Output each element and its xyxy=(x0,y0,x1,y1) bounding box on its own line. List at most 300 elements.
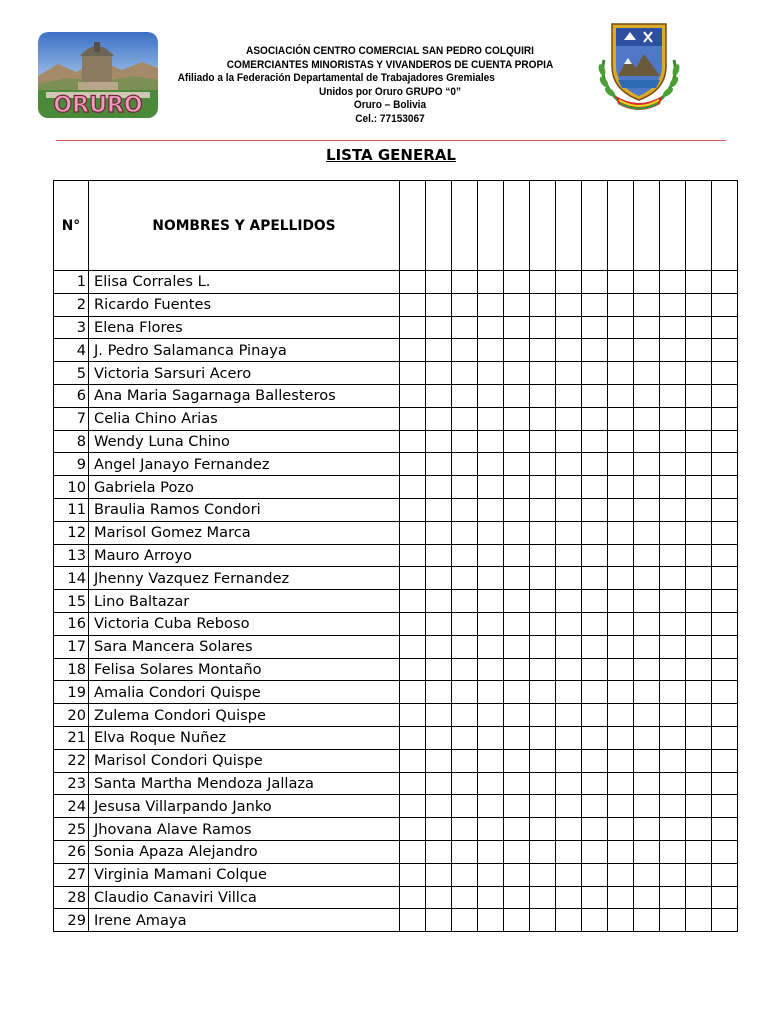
mark-cell xyxy=(608,726,634,749)
mark-cell xyxy=(686,498,712,521)
mark-cell xyxy=(400,339,426,362)
mark-cell xyxy=(634,635,660,658)
mark-cell xyxy=(504,749,530,772)
row-number: 24 xyxy=(54,795,89,818)
mark-cell xyxy=(660,476,686,499)
mark-cell xyxy=(426,498,452,521)
member-name: Jhenny Vazquez Fernandez xyxy=(89,567,400,590)
member-name: Ricardo Fuentes xyxy=(89,293,400,316)
table-row xyxy=(54,886,738,909)
mark-cell xyxy=(634,795,660,818)
row-number: 22 xyxy=(54,749,89,772)
mark-cell xyxy=(530,453,556,476)
mark-cell xyxy=(478,384,504,407)
table-row xyxy=(54,635,738,658)
mark-cell xyxy=(478,407,504,430)
table-row xyxy=(54,271,738,294)
row-number: 23 xyxy=(54,772,89,795)
mark-cell xyxy=(452,795,478,818)
mark-cell xyxy=(686,612,712,635)
mark-cell xyxy=(400,818,426,841)
member-name: Zulema Condori Quispe xyxy=(89,704,400,727)
mark-cell xyxy=(634,658,660,681)
oruro-logo xyxy=(38,32,158,118)
mark-cell xyxy=(582,590,608,613)
mark-cell xyxy=(686,840,712,863)
table-row xyxy=(54,498,738,521)
mark-cell xyxy=(426,407,452,430)
mark-cell xyxy=(712,909,738,932)
table-body xyxy=(54,271,738,932)
mark-cell xyxy=(478,886,504,909)
mark-cell xyxy=(686,886,712,909)
mark-cell xyxy=(634,726,660,749)
mark-cell xyxy=(478,795,504,818)
mark-cell xyxy=(556,818,582,841)
mark-cell xyxy=(634,612,660,635)
row-number: 6 xyxy=(54,384,89,407)
mark-cell xyxy=(660,316,686,339)
mark-cell xyxy=(582,886,608,909)
member-name: Irene Amaya xyxy=(89,909,400,932)
mark-cell xyxy=(712,339,738,362)
mark-cell xyxy=(712,544,738,567)
mark-cell xyxy=(530,635,556,658)
mark-cell xyxy=(478,271,504,294)
mark-cell xyxy=(608,407,634,430)
mark-cell xyxy=(400,612,426,635)
mark-cell xyxy=(504,544,530,567)
mark-cell xyxy=(478,293,504,316)
mark-cell xyxy=(530,749,556,772)
mark-cell xyxy=(530,863,556,886)
mark-cell xyxy=(452,886,478,909)
mark-cell xyxy=(712,840,738,863)
mark-cell xyxy=(712,772,738,795)
mark-cell xyxy=(608,544,634,567)
mark-cell xyxy=(608,795,634,818)
mark-cell xyxy=(452,498,478,521)
mark-cell xyxy=(634,567,660,590)
mark-cell xyxy=(504,384,530,407)
mark-cell xyxy=(712,749,738,772)
mark-cell xyxy=(556,498,582,521)
member-name: Angel Janayo Fernandez xyxy=(89,453,400,476)
header-line-group: Unidos por Oruro GRUPO “0” xyxy=(318,85,462,98)
mark-cell xyxy=(634,749,660,772)
table-row xyxy=(54,453,738,476)
mark-cell xyxy=(452,544,478,567)
mark-cell xyxy=(530,544,556,567)
mark-cell xyxy=(686,772,712,795)
mark-cell xyxy=(504,840,530,863)
mark-cell xyxy=(426,635,452,658)
mark-cell xyxy=(504,795,530,818)
mark-cell xyxy=(504,453,530,476)
mark-cell xyxy=(530,704,556,727)
table-row xyxy=(54,863,738,886)
mark-cell xyxy=(582,430,608,453)
mark-cell xyxy=(504,863,530,886)
header-divider xyxy=(56,140,726,141)
mark-cell xyxy=(582,909,608,932)
mark-cell xyxy=(452,772,478,795)
member-name: Santa Martha Mendoza Jallaza xyxy=(89,772,400,795)
mark-cell xyxy=(530,476,556,499)
header-line-affiliation: Afiliado a la Federación Departamental de Trabajadores Gremiales xyxy=(177,72,495,85)
mark-cell xyxy=(426,726,452,749)
mark-cell xyxy=(582,772,608,795)
mark-cell xyxy=(530,362,556,385)
table-row xyxy=(54,476,738,499)
mark-cell xyxy=(400,840,426,863)
mark-cell xyxy=(582,407,608,430)
table-row xyxy=(54,681,738,704)
mark-cell xyxy=(634,521,660,544)
mark-cell xyxy=(582,544,608,567)
mark-cell xyxy=(712,704,738,727)
row-number: 27 xyxy=(54,863,89,886)
mark-cell xyxy=(608,271,634,294)
mark-cell xyxy=(686,795,712,818)
mark-cell xyxy=(556,293,582,316)
mark-cell xyxy=(582,612,608,635)
row-number: 17 xyxy=(54,635,89,658)
column-header-mark xyxy=(478,181,504,271)
mark-cell xyxy=(400,316,426,339)
mark-cell xyxy=(608,590,634,613)
mark-cell xyxy=(530,590,556,613)
mark-cell xyxy=(582,704,608,727)
mark-cell xyxy=(400,863,426,886)
mark-cell xyxy=(712,726,738,749)
mark-cell xyxy=(582,362,608,385)
mark-cell xyxy=(504,362,530,385)
mark-cell xyxy=(452,567,478,590)
mark-cell xyxy=(712,795,738,818)
table-row xyxy=(54,339,738,362)
row-number: 15 xyxy=(54,590,89,613)
column-header-mark xyxy=(400,181,426,271)
mark-cell xyxy=(712,498,738,521)
mark-cell xyxy=(556,840,582,863)
mark-cell xyxy=(634,704,660,727)
mark-cell xyxy=(686,863,712,886)
mark-cell xyxy=(608,567,634,590)
member-name: Ana Maria Sagarnaga Ballesteros xyxy=(89,384,400,407)
mark-cell xyxy=(504,726,530,749)
mark-cell xyxy=(582,567,608,590)
table-row xyxy=(54,772,738,795)
mark-cell xyxy=(426,453,452,476)
mark-cell xyxy=(556,612,582,635)
table-row xyxy=(54,749,738,772)
mark-cell xyxy=(530,430,556,453)
mark-cell xyxy=(400,544,426,567)
mark-cell xyxy=(426,271,452,294)
mark-cell xyxy=(556,384,582,407)
mark-cell xyxy=(478,612,504,635)
mark-cell xyxy=(686,316,712,339)
column-header-mark xyxy=(660,181,686,271)
mark-cell xyxy=(712,430,738,453)
mark-cell xyxy=(712,407,738,430)
mark-cell xyxy=(556,316,582,339)
mark-cell xyxy=(452,612,478,635)
mark-cell xyxy=(504,476,530,499)
row-number: 7 xyxy=(54,407,89,430)
mark-cell xyxy=(530,407,556,430)
mark-cell xyxy=(478,567,504,590)
mark-cell xyxy=(686,909,712,932)
mark-cell xyxy=(582,658,608,681)
mark-cell xyxy=(556,726,582,749)
mark-cell xyxy=(660,339,686,362)
mark-cell xyxy=(426,316,452,339)
mark-cell xyxy=(608,886,634,909)
mark-cell xyxy=(556,658,582,681)
mark-cell xyxy=(504,293,530,316)
mark-cell xyxy=(660,453,686,476)
mark-cell xyxy=(556,567,582,590)
mark-cell xyxy=(712,818,738,841)
mark-cell xyxy=(426,909,452,932)
mark-cell xyxy=(478,658,504,681)
member-name: Gabriela Pozo xyxy=(89,476,400,499)
mark-cell xyxy=(452,362,478,385)
mark-cell xyxy=(582,726,608,749)
member-name: Felisa Solares Montaño xyxy=(89,658,400,681)
mark-cell xyxy=(504,567,530,590)
mark-cell xyxy=(452,271,478,294)
mark-cell xyxy=(530,339,556,362)
mark-cell xyxy=(530,384,556,407)
mark-cell xyxy=(478,339,504,362)
mark-cell xyxy=(530,772,556,795)
mark-cell xyxy=(478,840,504,863)
mark-cell xyxy=(660,658,686,681)
mark-cell xyxy=(426,772,452,795)
mark-cell xyxy=(660,635,686,658)
mark-cell xyxy=(504,430,530,453)
mark-cell xyxy=(634,384,660,407)
mark-cell xyxy=(400,567,426,590)
table-row xyxy=(54,909,738,932)
mark-cell xyxy=(660,271,686,294)
mark-cell xyxy=(686,521,712,544)
mark-cell xyxy=(686,726,712,749)
mark-cell xyxy=(556,362,582,385)
member-name: Sara Mancera Solares xyxy=(89,635,400,658)
mark-cell xyxy=(634,271,660,294)
mark-cell xyxy=(556,271,582,294)
mark-cell xyxy=(426,590,452,613)
organization-header xyxy=(177,45,597,127)
mark-cell xyxy=(504,886,530,909)
member-name: Mauro Arroyo xyxy=(89,544,400,567)
mark-cell xyxy=(400,795,426,818)
mark-cell xyxy=(426,795,452,818)
mark-cell xyxy=(400,293,426,316)
mark-cell xyxy=(530,316,556,339)
mark-cell xyxy=(712,612,738,635)
mark-cell xyxy=(452,704,478,727)
mark-cell xyxy=(582,384,608,407)
mark-cell xyxy=(634,772,660,795)
mark-cell xyxy=(556,886,582,909)
mark-cell xyxy=(478,909,504,932)
member-name: Celia Chino Arias xyxy=(89,407,400,430)
table-row xyxy=(54,407,738,430)
member-name: Amalia Condori Quispe xyxy=(89,681,400,704)
mark-cell xyxy=(452,339,478,362)
mark-cell xyxy=(634,498,660,521)
mark-cell xyxy=(686,681,712,704)
mark-cell xyxy=(608,498,634,521)
coat-of-arms-emblem xyxy=(594,20,684,112)
header-line-location: Oruro – Bolivia xyxy=(353,99,427,112)
mark-cell xyxy=(608,612,634,635)
mark-cell xyxy=(426,863,452,886)
row-number: 8 xyxy=(54,430,89,453)
mark-cell xyxy=(660,863,686,886)
mark-cell xyxy=(686,658,712,681)
mark-cell xyxy=(426,293,452,316)
mark-cell xyxy=(556,635,582,658)
mark-cell xyxy=(478,772,504,795)
mark-cell xyxy=(582,681,608,704)
mark-cell xyxy=(426,567,452,590)
mark-cell xyxy=(452,476,478,499)
attendance-table xyxy=(53,180,738,932)
mark-cell xyxy=(608,521,634,544)
mark-cell xyxy=(400,681,426,704)
mark-cell xyxy=(634,909,660,932)
mark-cell xyxy=(426,521,452,544)
mark-cell xyxy=(478,704,504,727)
mark-cell xyxy=(504,612,530,635)
mark-cell xyxy=(686,271,712,294)
row-number: 11 xyxy=(54,498,89,521)
mark-cell xyxy=(608,681,634,704)
row-number: 1 xyxy=(54,271,89,294)
row-number: 20 xyxy=(54,704,89,727)
mark-cell xyxy=(608,362,634,385)
mark-cell xyxy=(426,544,452,567)
mark-cell xyxy=(556,430,582,453)
mark-cell xyxy=(504,316,530,339)
mark-cell xyxy=(478,590,504,613)
member-name: Jhovana Alave Ramos xyxy=(89,818,400,841)
mark-cell xyxy=(426,681,452,704)
mark-cell xyxy=(504,818,530,841)
mark-cell xyxy=(660,521,686,544)
mark-cell xyxy=(530,271,556,294)
column-header-mark xyxy=(686,181,712,271)
mark-cell xyxy=(660,795,686,818)
mark-cell xyxy=(530,612,556,635)
mark-cell xyxy=(686,567,712,590)
column-header-number: N° xyxy=(54,181,89,271)
mark-cell xyxy=(530,886,556,909)
row-number: 13 xyxy=(54,544,89,567)
mark-cell xyxy=(426,749,452,772)
mark-cell xyxy=(530,795,556,818)
mark-cell xyxy=(582,635,608,658)
column-header-mark xyxy=(712,181,738,271)
mark-cell xyxy=(712,590,738,613)
mark-cell xyxy=(426,476,452,499)
mark-cell xyxy=(452,840,478,863)
mark-cell xyxy=(712,658,738,681)
mark-cell xyxy=(660,430,686,453)
member-name: J. Pedro Salamanca Pinaya xyxy=(89,339,400,362)
row-number: 25 xyxy=(54,818,89,841)
mark-cell xyxy=(582,476,608,499)
mark-cell xyxy=(478,544,504,567)
mark-cell xyxy=(452,863,478,886)
mark-cell xyxy=(400,704,426,727)
mark-cell xyxy=(530,726,556,749)
mark-cell xyxy=(582,453,608,476)
mark-cell xyxy=(478,362,504,385)
mark-cell xyxy=(400,635,426,658)
mark-cell xyxy=(452,635,478,658)
member-name: Victoria Cuba Reboso xyxy=(89,612,400,635)
mark-cell xyxy=(504,521,530,544)
mark-cell xyxy=(712,362,738,385)
mark-cell xyxy=(400,498,426,521)
mark-cell xyxy=(686,635,712,658)
mark-cell xyxy=(478,863,504,886)
mark-cell xyxy=(400,271,426,294)
mark-cell xyxy=(504,590,530,613)
mark-cell xyxy=(556,407,582,430)
mark-cell xyxy=(452,384,478,407)
table-row xyxy=(54,316,738,339)
header-line-merchants: COMERCIANTES MINORISTAS Y VIVANDEROS DE CUENTA PROPIA xyxy=(226,58,554,71)
mark-cell xyxy=(712,453,738,476)
mark-cell xyxy=(478,316,504,339)
mark-cell xyxy=(608,476,634,499)
mark-cell xyxy=(686,339,712,362)
mark-cell xyxy=(608,384,634,407)
mark-cell xyxy=(426,339,452,362)
mark-cell xyxy=(660,590,686,613)
member-name: Sonia Apaza Alejandro xyxy=(89,840,400,863)
mark-cell xyxy=(712,316,738,339)
column-header-mark xyxy=(582,181,608,271)
mark-cell xyxy=(504,407,530,430)
mark-cell xyxy=(712,384,738,407)
table-row xyxy=(54,704,738,727)
mark-cell xyxy=(478,476,504,499)
mark-cell xyxy=(556,795,582,818)
mark-cell xyxy=(452,681,478,704)
mark-cell xyxy=(608,316,634,339)
mark-cell xyxy=(452,407,478,430)
mark-cell xyxy=(556,909,582,932)
mark-cell xyxy=(608,749,634,772)
member-name: Braulia Ramos Condori xyxy=(89,498,400,521)
mark-cell xyxy=(478,453,504,476)
member-name: Jesusa Villarpando Janko xyxy=(89,795,400,818)
mark-cell xyxy=(712,635,738,658)
member-name: Claudio Canaviri Villca xyxy=(89,886,400,909)
mark-cell xyxy=(634,886,660,909)
mark-cell xyxy=(426,886,452,909)
mark-cell xyxy=(686,362,712,385)
